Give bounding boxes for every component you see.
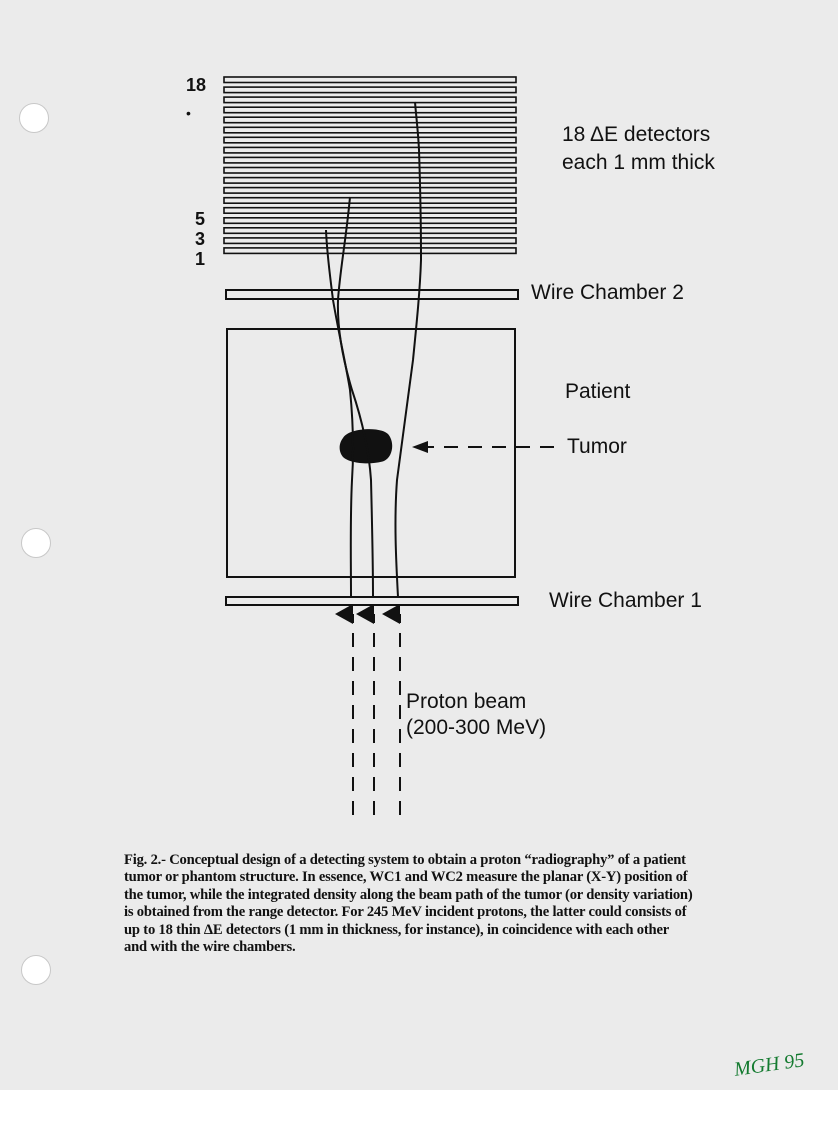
delta-e-detector-plate [224, 97, 516, 103]
tumor-label: Tumor [567, 435, 627, 458]
caption-line: the tumor, while the integrated density along the beam path of the tumor (or density variation) [124, 886, 693, 903]
proton-tracks [326, 102, 421, 597]
delta-e-detector-plate [224, 238, 516, 244]
caption-line: is obtained from the range detector. For 245 MeV incident protons, the latter could consists of [124, 904, 687, 921]
delta-e-detector-plate [224, 87, 516, 93]
delta-e-detector-plate [224, 208, 516, 214]
delta-e-detector-plate [224, 107, 516, 113]
detectors-label-line1: 18 ΔE detectors [562, 123, 711, 146]
detector-number-3: 3 [194, 229, 205, 249]
delta-e-detector-plate [224, 228, 516, 234]
caption-line: up to 18 thin ΔE detectors (1 mm in thickness, for instance), in coincidence with each other [124, 921, 670, 938]
delta-e-detector-plate [224, 127, 516, 133]
delta-e-detector-stack [224, 77, 516, 253]
delta-e-detector-plate [224, 157, 516, 163]
delta-e-detector-plate [224, 178, 516, 184]
figure-caption [124, 852, 764, 956]
detector-number-1: 1 [194, 249, 205, 269]
delta-e-detector-plate [224, 248, 516, 254]
detectors-label-line2: each 1 mm thick [562, 151, 715, 174]
delta-e-detector-plate [224, 77, 516, 83]
delta-e-detector-plate [224, 218, 516, 224]
delta-e-detector-plate [224, 117, 516, 123]
detector-number-5: 5 [194, 209, 205, 229]
proton-beam-label: Proton beam [406, 690, 527, 713]
caption-line: and with the wire chambers. [124, 939, 296, 956]
delta-e-detector-plate [224, 168, 516, 174]
wire-chamber-2-label: Wire Chamber 2 [531, 281, 684, 304]
proton-track-right [395, 102, 421, 597]
detector-number-18: 18 [185, 75, 207, 95]
patient-label: Patient [565, 380, 631, 403]
delta-e-detector-plate [224, 198, 516, 204]
detector-dot: • [186, 105, 191, 121]
caption-line: Fig. 2.- Conceptual design of a detecting system to obtain a proton “radiography” of a patient [124, 852, 686, 868]
handwritten-signature: MGH 95 [732, 1049, 806, 1081]
proton-beam-arrows [353, 614, 400, 815]
proton-energy-label: (200-300 MeV) [406, 716, 547, 739]
proton-track-middle [338, 197, 373, 597]
delta-e-detector-plate [224, 147, 516, 153]
caption-line: tumor or phantom structure. In essence, WC1 and WC2 measure the planar (X-Y) position of [124, 869, 688, 886]
delta-e-detector-plate [224, 137, 516, 143]
wire-chamber-1-label: Wire Chamber 1 [549, 589, 702, 612]
wire-chamber-1-plate [226, 597, 518, 605]
tumor-pointer-arrow [412, 441, 560, 453]
wire-chamber-2-plate [226, 290, 518, 299]
delta-e-detector-plate [224, 188, 516, 194]
